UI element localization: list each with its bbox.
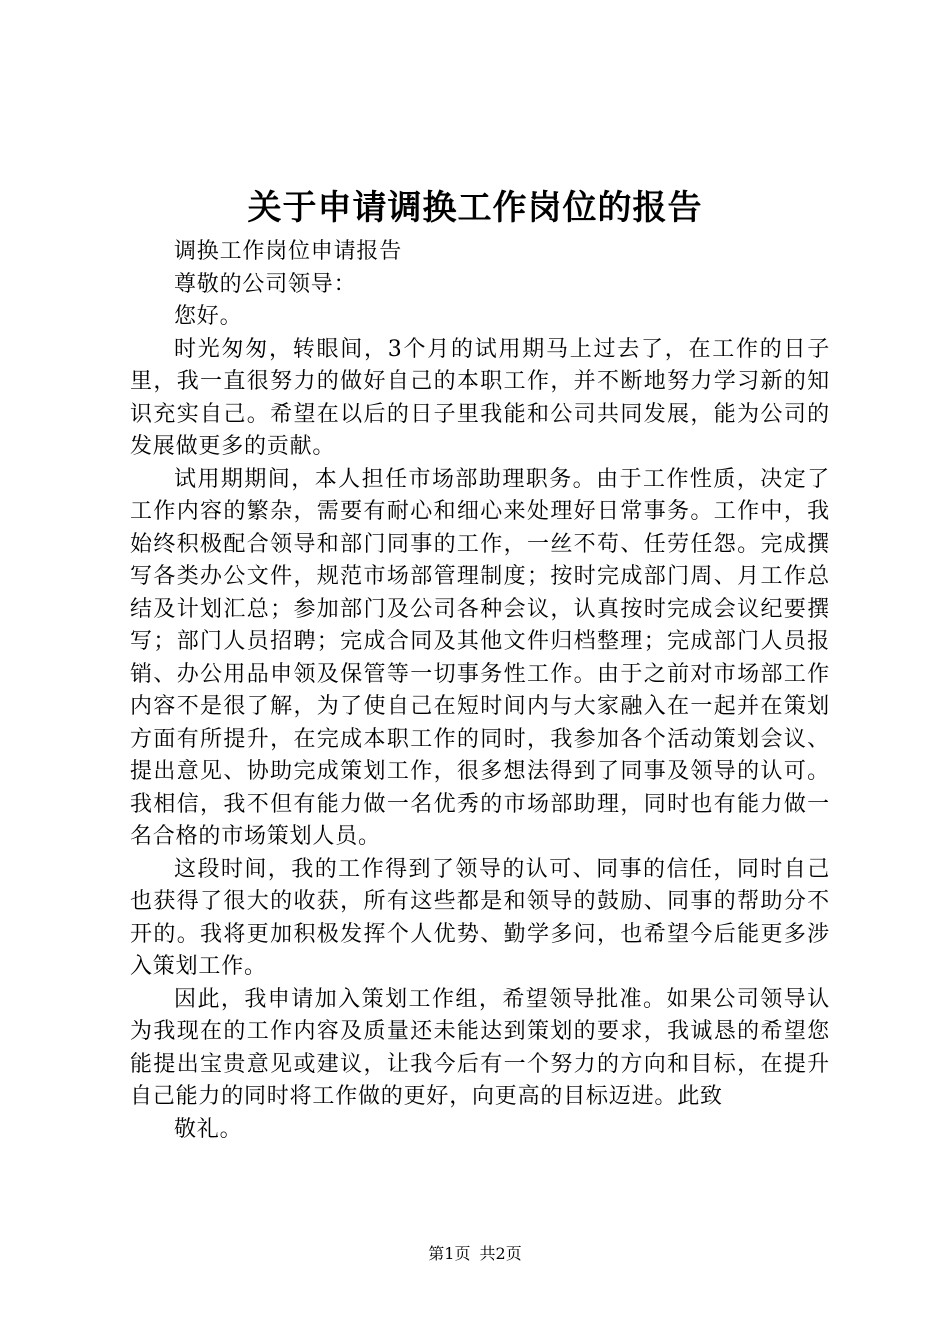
page-footer bbox=[0, 1242, 950, 1266]
paragraph-greeting: 您好。 bbox=[174, 304, 243, 329]
document-body bbox=[130, 236, 830, 1146]
paragraph-gains: 这段时间，我的工作得到了领导的认可、同事的信任，同时自己也获得了很大的收获，所有这些都是和领导的鼓励、同事的帮助分不开的。我将更加积极发挥个人优势、勤学多问，也希望今后能更多涉入策划工作。 bbox=[130, 856, 830, 979]
paragraph-salutation: 尊敬的公司领导： bbox=[174, 271, 357, 297]
page-total: 共2页 bbox=[479, 1244, 522, 1263]
page-number: 第1页 bbox=[428, 1244, 471, 1263]
paragraph-request: 因此，我申请加入策划工作组，希望领导批准。如果公司领导认为我现在的工作内容及质量还未能达到策划的要求，我诚恳的希望您能提出宝贵意见或建议，让我今后有一个努力的方向和目标，在提升自己能力的同时将工作做的更好，向更高的目标迈进。此致 bbox=[130, 986, 830, 1109]
paragraph-work-summary: 试用期期间，本人担任市场部助理职务。由于工作性质，决定了工作内容的繁杂，需要有耐心和细心来处理好日常事务。工作中，我始终积极配合领导和部门同事的工作，一丝不苟、任劳任怨。完成撰写各类办公文件，规范市场部管理制度；按时完成部门周、月工作总结及计划汇总；参加部门及公司各种会议，认真按时完成会议纪要撰写；部门人员招聘；完成合同及其他文件归档整理；完成部门人员报销、办公用品申领及保管等一切事务性工作。由于之前对市场部工作内容不是很了解，为了使自己在短时间内与大家融入在一起并在策划方面有所提升，在完成本职工作的同时，我参加各个活动策划会议、提出意见、协助完成策划工作，很多想法得到了同事及领导的认可。我相信，我不但有能力做一名优秀的市场部助理，同时也有能力做一名合格的市场策划人员。 bbox=[130, 466, 830, 849]
paragraph-intro: 时光匆匆，转眼间，3个月的试用期马上过去了，在工作的日子里，我一直很努力的做好自己的本职工作，并不断地努力学习新的知识充实自己。希望在以后的日子里我能和公司共同发展，能为公司的发展做更多的贡献。 bbox=[130, 336, 830, 459]
paragraph-subject-line: 调换工作岗位申请报告 bbox=[174, 239, 403, 264]
document-title: 关于申请调换工作岗位的报告 bbox=[247, 188, 703, 228]
paragraph-closing: 敬礼。 bbox=[174, 1116, 243, 1142]
